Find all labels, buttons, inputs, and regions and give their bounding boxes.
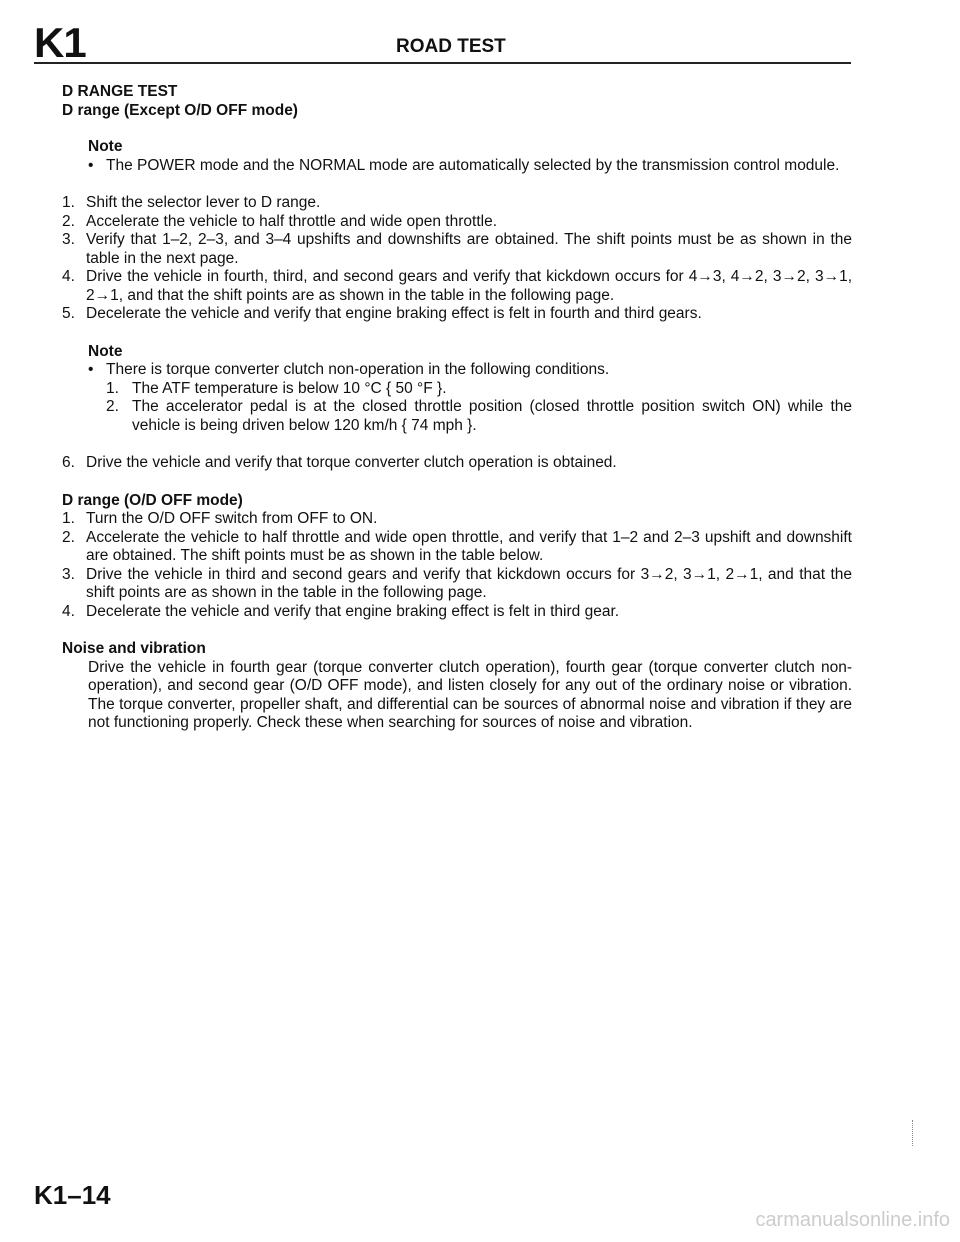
section-code: K1 bbox=[34, 19, 86, 66]
note-label: Note bbox=[88, 342, 123, 360]
condition-number: 2. bbox=[106, 398, 119, 415]
step-list bbox=[62, 510, 852, 621]
page-number: K1–14 bbox=[34, 1180, 111, 1210]
condition-list bbox=[88, 380, 852, 436]
scan-mark bbox=[912, 1120, 915, 1146]
step-item bbox=[62, 213, 852, 232]
step-item bbox=[62, 603, 852, 622]
step-text: Drive the vehicle in fourth, third, and second gears and verify that kickdown occurs for 4→3, 4→2, 3→2, 3→1, 2→1, and that the shift points are as shown in the table in the following page. bbox=[86, 268, 852, 304]
page-title: ROAD TEST bbox=[396, 36, 506, 57]
step-number: 2. bbox=[62, 528, 75, 546]
note-block bbox=[88, 343, 852, 436]
subsection-heading: D range (Except O/D OFF mode) bbox=[62, 101, 298, 119]
condition-number: 1. bbox=[106, 379, 119, 397]
condition-text: The ATF temperature is below 10 °C { 50 °F }. bbox=[132, 379, 447, 397]
note-bullet bbox=[88, 361, 852, 380]
step-number: 2. bbox=[62, 212, 75, 230]
condition-text: The accelerator pedal is at the closed throttle position (closed throttle position switch ON) while the vehicle is being driven below 120 km/h { 74 mph }. bbox=[132, 398, 852, 434]
step-item bbox=[62, 268, 852, 305]
subsection-heading: Noise and vibration bbox=[62, 640, 206, 657]
step-list bbox=[62, 194, 852, 324]
header-rule bbox=[34, 62, 851, 64]
bullet-dot: • bbox=[88, 156, 94, 174]
page-content bbox=[62, 83, 852, 733]
step-item bbox=[62, 529, 852, 566]
step-text: Accelerate the vehicle to half throttle and wide open throttle. bbox=[86, 212, 497, 230]
step-text: Shift the selector lever to D range. bbox=[86, 194, 321, 211]
step-text: Drive the vehicle and verify that torque converter clutch operation is obtained. bbox=[86, 454, 617, 471]
step-item bbox=[62, 231, 852, 268]
condition-item bbox=[106, 380, 852, 399]
step-item bbox=[62, 566, 852, 603]
section-heading: D RANGE TEST bbox=[62, 83, 178, 100]
step-number: 4. bbox=[62, 602, 75, 620]
note-label: Note bbox=[88, 138, 123, 155]
condition-item bbox=[106, 398, 852, 435]
bullet-dot: • bbox=[88, 361, 94, 378]
step-list bbox=[62, 454, 852, 473]
step-text: Decelerate the vehicle and verify that engine braking effect is felt in third gear. bbox=[86, 602, 620, 620]
step-text: Drive the vehicle in third and second gears and verify that kickdown occurs for 3→2, 3→1, 2→1, and that the shift points are as shown in the table in the following page. bbox=[86, 565, 852, 601]
note-text: The POWER mode and the NORMAL mode are automatically selected by the transmission control module. bbox=[106, 156, 840, 174]
noise-paragraph: Drive the vehicle in fourth gear (torque converter clutch operation), fourth gear (torque converter clutch non-operation), and second gear (O/D OFF mode), and listen closely for any out of the ordinary noise or vibration. The torque converter, propeller shaft, and differential can be sources of abnormal noise and vibration if they are not functioning properly. Check these when searching for sources of noise and vibration. bbox=[88, 658, 852, 731]
note-text: There is torque converter clutch non-operation in the following conditions. bbox=[106, 361, 610, 378]
step-number: 5. bbox=[62, 305, 75, 322]
step-number: 4. bbox=[62, 268, 75, 285]
step-number: 3. bbox=[62, 231, 75, 248]
step-item bbox=[62, 305, 852, 324]
step-item bbox=[62, 194, 852, 213]
step-number: 1. bbox=[62, 510, 75, 527]
step-number: 6. bbox=[62, 454, 75, 471]
watermark: carmanualsonline.info bbox=[755, 1209, 950, 1231]
step-item bbox=[62, 510, 852, 529]
subsection-heading: D range (O/D OFF mode) bbox=[62, 491, 243, 509]
step-item bbox=[62, 454, 852, 473]
step-number: 3. bbox=[62, 565, 75, 583]
note-bullet bbox=[88, 157, 852, 176]
step-text: Accelerate the vehicle to half throttle and wide open throttle, and verify that 1–2 and 2–3 upshift and downshift are obtained. The shift points must be as shown in the table below. bbox=[86, 528, 852, 564]
step-text: Verify that 1–2, 2–3, and 3–4 upshifts and downshifts are obtained. The shift points must be as shown in the table in the next page. bbox=[86, 231, 852, 267]
step-text: Decelerate the vehicle and verify that engine braking effect is felt in fourth and third gears. bbox=[86, 305, 702, 322]
step-text: Turn the O/D OFF switch from OFF to ON. bbox=[86, 510, 378, 527]
step-number: 1. bbox=[62, 194, 75, 211]
note-block bbox=[88, 138, 852, 175]
